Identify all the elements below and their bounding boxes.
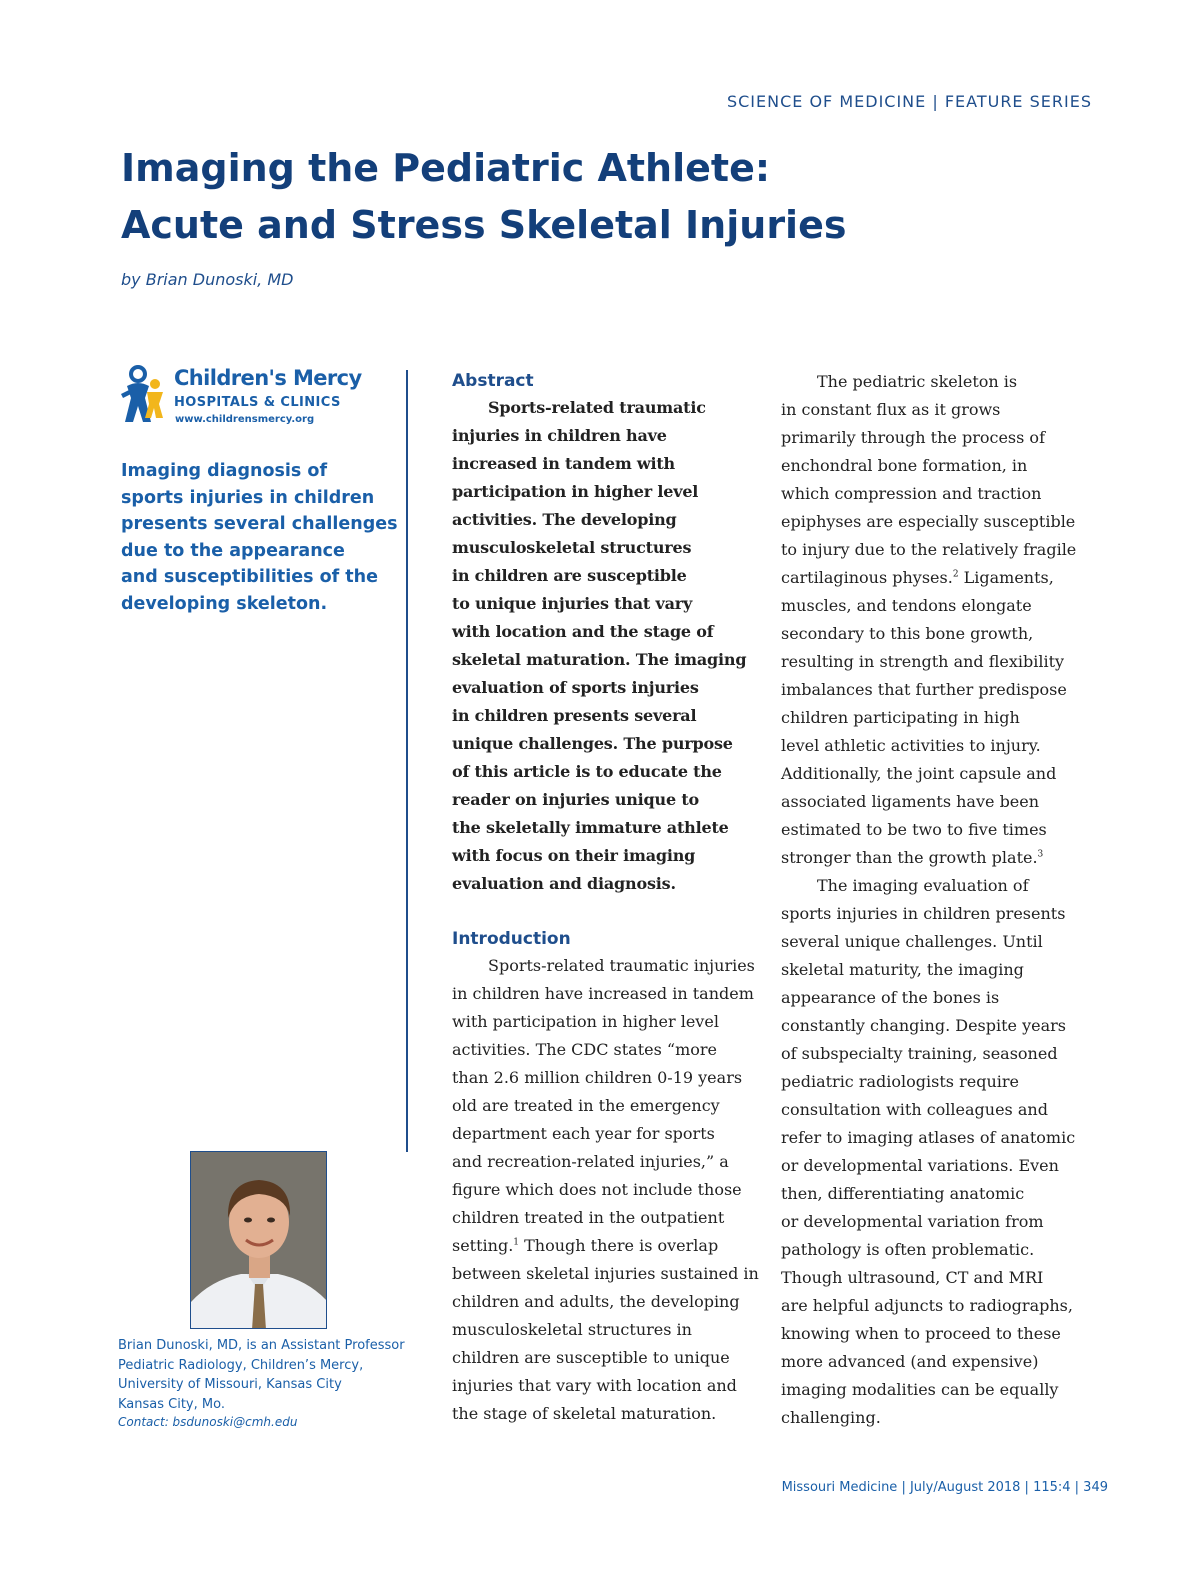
intro-line: children treated in the outpatient [452, 1208, 725, 1227]
body-line: several unique challenges. Until [781, 932, 1043, 951]
body-line: Though ultrasound, CT and MRI [781, 1268, 1044, 1287]
body-line: refer to imaging atlases of anatomic [781, 1128, 1076, 1147]
intro-line: between skeletal injuries sustained in [452, 1264, 759, 1283]
body-line: pediatric radiologists require [781, 1072, 1019, 1091]
body-line: pathology is often problematic. [781, 1240, 1035, 1259]
byline: by Brian Dunoski, MD [121, 270, 294, 289]
abstract-line: participation in higher level [452, 482, 699, 501]
bio-line: University of Missouri, Kansas City [118, 1377, 342, 1392]
bio-line: Pediatric Radiology, Children’s Mercy, [118, 1357, 364, 1373]
body-line: estimated to be two to five times [781, 820, 1047, 839]
body-line: Additionally, the joint capsule and [781, 764, 1057, 783]
abstract-line: activities. The developing [452, 510, 677, 529]
pull-quote-line: sports injuries in children [121, 487, 375, 508]
author-portrait-icon [191, 1152, 327, 1329]
abstract-line: in children presents several [452, 706, 697, 725]
abstract-line: to unique injuries that vary [452, 594, 693, 613]
body-line: consultation with colleagues and [781, 1100, 1048, 1119]
body-line: challenging. [781, 1408, 881, 1427]
abstract-line: reader on injuries unique to [452, 790, 699, 809]
author-bio [118, 1336, 418, 1431]
body-line: are helpful adjuncts to radiographs, [781, 1296, 1073, 1315]
reference-3: 3 [1037, 849, 1044, 860]
abstract-line: with focus on their imaging [452, 846, 696, 865]
abstract-line: increased in tandem with [452, 454, 675, 473]
intro-line: the stage of skeletal maturation. [452, 1404, 717, 1423]
body-line: secondary to this bone growth, [781, 624, 1034, 643]
intro-line: department each year for sports [452, 1124, 715, 1143]
body-line: enchondral bone formation, in [781, 456, 1028, 475]
bio-line: Kansas City, Mo. [118, 1396, 225, 1412]
abstract-line: injuries in children have [452, 426, 667, 445]
reference-2: 2 [952, 569, 959, 580]
abstract-line: evaluation and diagnosis. [452, 874, 676, 893]
title-line: Imaging the Pediatric Athlete: [121, 146, 771, 190]
author-contact: Contact: bsdunoski@cmh.edu [118, 1415, 298, 1429]
body-line: or developmental variation from [781, 1212, 1044, 1231]
childrens-mercy-logo [121, 364, 371, 430]
body-line: more advanced (and expensive) [781, 1352, 1039, 1371]
body-line: knowing when to proceed to these [781, 1324, 1061, 1343]
column-divider [406, 370, 408, 1152]
right-column [781, 368, 1101, 1432]
abstract-line: unique challenges. The purpose [452, 734, 733, 753]
abstract-line: in children are susceptible [452, 566, 687, 585]
abstract-line: with location and the stage of [452, 622, 714, 641]
logo-name: Children's Mercy [174, 366, 362, 390]
body-line: appearance of the bones is [781, 988, 1000, 1007]
body-line: which compression and traction [781, 484, 1042, 503]
body-text: Ligaments, [963, 568, 1054, 587]
intro-line: musculoskeletal structures in [452, 1320, 692, 1339]
body-line: The pediatric skeleton is [817, 372, 1018, 391]
abstract-section [452, 368, 762, 898]
body-text: cartilaginous physes. [781, 568, 953, 587]
pull-quote-line: due to the appearance [121, 540, 345, 561]
childrens-mercy-emblem-icon [121, 364, 171, 426]
body-line [781, 844, 1101, 872]
abstract-line: the skeletally immature athlete [452, 818, 729, 837]
abstract-line: of this article is to educate the [452, 762, 722, 781]
intro-text: Though there is overlap [524, 1236, 719, 1255]
intro-line: in children have increased in tandem [452, 984, 754, 1003]
title-line: Acute and Stress Skeletal Injuries [121, 203, 847, 247]
bio-line: Brian Dunoski, MD, is an Assistant Professor [118, 1338, 405, 1353]
intro-line: injuries that vary with location and [452, 1376, 737, 1395]
pull-quote [121, 458, 398, 617]
abstract-line: skeletal maturation. The imaging [452, 650, 747, 669]
body-line [781, 564, 1101, 592]
pull-quote-line: presents several challenges [121, 514, 398, 534]
body-line: resulting in strength and flexibility [781, 652, 1065, 671]
intro-text: setting. [452, 1236, 514, 1255]
intro-line: than 2.6 million children 0-19 years [452, 1068, 743, 1087]
logo-url: www.childrensmercy.org [175, 414, 315, 425]
intro-line: activities. The CDC states “more [452, 1040, 718, 1059]
body-line: in constant flux as it grows [781, 400, 1001, 419]
body-line: then, differentiating anatomic [781, 1184, 1025, 1203]
intro-line: children are susceptible to unique [452, 1348, 730, 1367]
introduction-section [452, 926, 762, 1428]
body-line: of subspecialty training, seasoned [781, 1044, 1058, 1063]
middle-column [452, 368, 762, 1428]
article-title [121, 140, 1101, 254]
introduction-heading: Introduction [452, 929, 571, 949]
body-line: imaging modalities can be equally [781, 1380, 1059, 1399]
intro-line: children and adults, the developing [452, 1292, 740, 1311]
page-footer: Missouri Medicine | July/August 2018 | 115:4 | 349 [781, 1480, 1108, 1495]
body-line: skeletal maturity, the imaging [781, 960, 1024, 979]
body-line: epiphyses are especially susceptible [781, 512, 1076, 531]
body-line: muscles, and tendons elongate [781, 596, 1032, 615]
abstract-heading: Abstract [452, 371, 534, 391]
body-line: imbalances that further predispose [781, 680, 1067, 699]
series-label: SCIENCE OF MEDICINE | FEATURE SERIES [726, 92, 1092, 111]
intro-line: and recreation-related injuries,” a [452, 1152, 729, 1171]
reference-1: 1 [513, 1237, 520, 1248]
pull-quote-line: and susceptibilities of the [121, 567, 378, 587]
body-line: or developmental variations. Even [781, 1156, 1059, 1175]
body-line: The imaging evaluation of [817, 876, 1029, 895]
intro-line: with participation in higher level [452, 1012, 719, 1031]
body-line: to injury due to the relatively fragile [781, 540, 1077, 559]
logo-subtitle: HOSPITALS & CLINICS [174, 395, 341, 410]
pull-quote-line: developing skeleton. [121, 593, 328, 614]
body-line: constantly changing. Despite years [781, 1016, 1066, 1035]
pull-quote-line: Imaging diagnosis of [121, 461, 328, 481]
intro-line: Sports-related traumatic injuries [488, 956, 755, 975]
intro-line: figure which does not include those [452, 1180, 742, 1199]
body-line: level athletic activities to injury. [781, 736, 1041, 755]
body-line: children participating in high [781, 708, 1020, 727]
abstract-line: musculoskeletal structures [452, 538, 692, 557]
author-photo [190, 1151, 327, 1329]
body-text: stronger than the growth plate. [781, 848, 1038, 867]
body-line: associated ligaments have been [781, 792, 1040, 811]
abstract-line: Sports-related traumatic [488, 398, 706, 417]
body-line: sports injuries in children presents [781, 904, 1066, 923]
abstract-line: evaluation of sports injuries [452, 678, 699, 697]
body-line: primarily through the process of [781, 428, 1045, 447]
intro-line [452, 1232, 762, 1260]
intro-line: old are treated in the emergency [452, 1096, 720, 1115]
